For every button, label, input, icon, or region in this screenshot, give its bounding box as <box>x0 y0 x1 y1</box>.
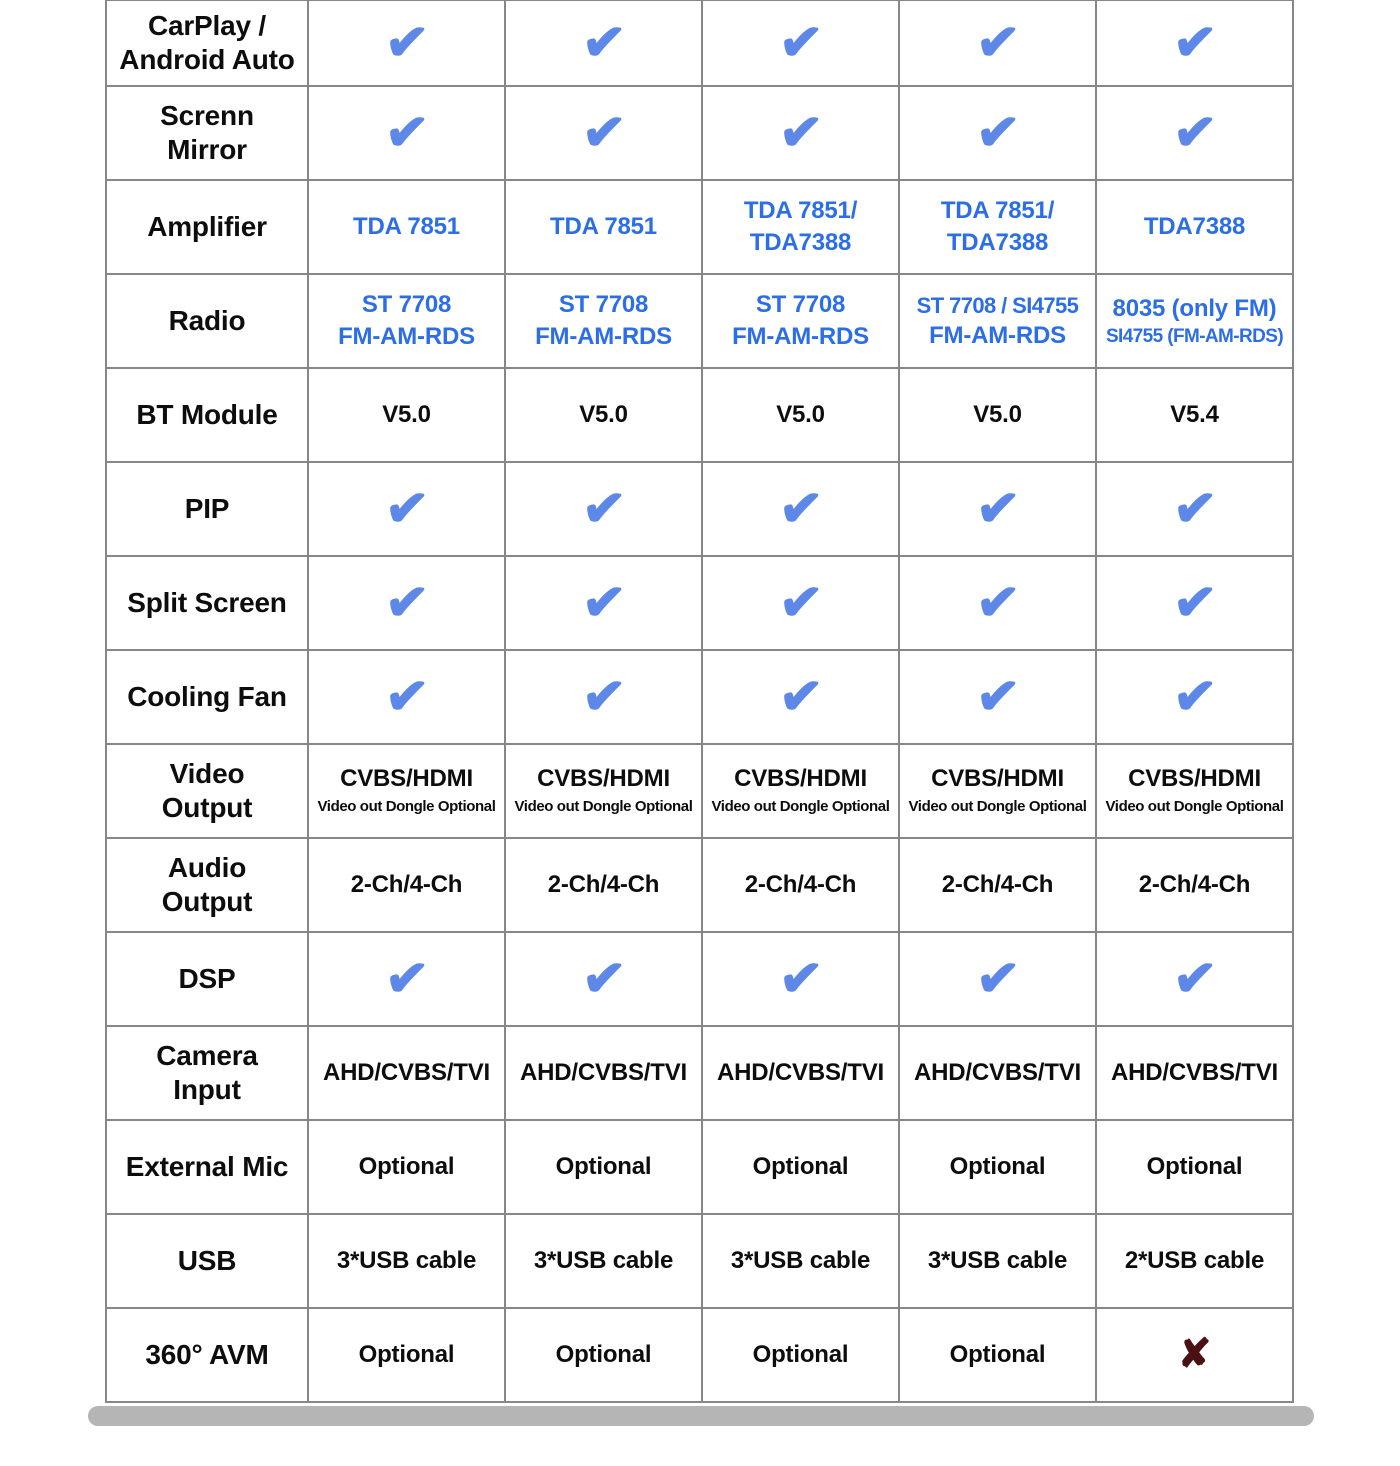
cell-value <box>308 274 505 368</box>
cell-check <box>308 932 505 1026</box>
cell-text-line: FM-AM-RDS <box>535 323 672 350</box>
check-icon: ✔ <box>973 572 1022 634</box>
cell-text-line: TDA 7851/ <box>743 197 858 225</box>
cell-value <box>505 1026 702 1120</box>
cell-text-line: CVBS/HDMI <box>340 765 473 793</box>
cell-text-line: V5.0 <box>973 401 1022 429</box>
cell-value <box>1096 744 1293 838</box>
cell-text-line: Optional <box>358 1153 455 1181</box>
cell-text-line: AHD/CVBS/TVI <box>1111 1059 1278 1087</box>
cell-check <box>1096 556 1293 650</box>
cell-cross <box>1096 1308 1293 1402</box>
cell-value <box>702 1120 899 1214</box>
cell-value <box>899 1308 1096 1402</box>
cell-check <box>899 462 1096 556</box>
cell-check <box>505 0 702 86</box>
cell-value <box>505 180 702 274</box>
check-icon: ✔ <box>1170 478 1219 540</box>
cell-check <box>505 462 702 556</box>
cell-text-line: V5.4 <box>1170 401 1219 429</box>
check-icon: ✔ <box>579 12 628 74</box>
check-icon: ✔ <box>1170 12 1219 74</box>
cell-value <box>702 180 899 274</box>
cell-text-line: V5.0 <box>382 401 431 429</box>
cell-value <box>308 1026 505 1120</box>
check-icon: ✔ <box>973 478 1022 540</box>
check-icon: ✔ <box>382 12 431 74</box>
cell-text-line: 2*USB cable <box>1124 1247 1265 1275</box>
cell-value <box>899 744 1096 838</box>
cell-text-line: FM-AM-RDS <box>929 321 1066 349</box>
row-label: Camera Input <box>106 1026 308 1120</box>
cell-text-line: 8035 (only FM) <box>1112 294 1277 322</box>
cross-icon: ✘ <box>1177 1332 1212 1377</box>
cell-value <box>308 368 505 462</box>
cell-text-line: V5.0 <box>579 401 628 429</box>
check-icon: ✔ <box>973 102 1022 164</box>
table-row <box>106 1120 1293 1214</box>
cell-text-line: Video out Dongle Optional <box>711 797 890 815</box>
cell-text-line: Optional <box>555 1341 652 1369</box>
table-row <box>106 556 1293 650</box>
row-label: USB <box>106 1214 308 1308</box>
table-row <box>106 86 1293 180</box>
cell-value <box>1096 1120 1293 1214</box>
check-icon: ✔ <box>776 102 825 164</box>
cell-text-line: CVBS/HDMI <box>537 765 670 793</box>
cell-text-line: ST 7708 <box>558 291 649 319</box>
cell-value <box>505 1120 702 1214</box>
table-row <box>106 932 1293 1026</box>
cell-value <box>899 1120 1096 1214</box>
cell-value <box>1096 1214 1293 1308</box>
cell-check <box>1096 650 1293 744</box>
cell-check <box>308 650 505 744</box>
cell-check <box>505 650 702 744</box>
cell-text-line: V5.0 <box>776 401 825 429</box>
cell-value <box>1096 180 1293 274</box>
cell-text-line: ST 7708 <box>755 291 846 319</box>
cell-value <box>505 368 702 462</box>
cell-check <box>308 462 505 556</box>
cell-value <box>1096 1026 1293 1120</box>
cell-value <box>702 1308 899 1402</box>
cell-check <box>308 0 505 86</box>
cell-text-line: AHD/CVBS/TVI <box>520 1059 687 1087</box>
cell-check <box>899 650 1096 744</box>
cell-value <box>702 838 899 932</box>
cell-text-line: Optional <box>1146 1153 1243 1181</box>
table-row <box>106 838 1293 932</box>
cell-value <box>308 1214 505 1308</box>
check-icon: ✔ <box>382 666 431 728</box>
cell-text-line: Optional <box>949 1153 1046 1181</box>
cell-value <box>899 368 1096 462</box>
cell-text-line: 2-Ch/4-Ch <box>1138 871 1251 899</box>
cell-value <box>505 838 702 932</box>
cell-value <box>308 838 505 932</box>
row-label: BT Module <box>106 368 308 462</box>
cell-check <box>1096 86 1293 180</box>
check-icon: ✔ <box>1170 102 1219 164</box>
cell-check <box>702 650 899 744</box>
check-icon: ✔ <box>579 572 628 634</box>
row-label: Video Output <box>106 744 308 838</box>
table-row <box>106 368 1293 462</box>
row-label: Amplifier <box>106 180 308 274</box>
row-label: Screnn Mirror <box>106 86 308 180</box>
check-icon: ✔ <box>1170 666 1219 728</box>
check-icon: ✔ <box>1170 948 1219 1010</box>
cell-value <box>702 274 899 368</box>
check-icon: ✔ <box>973 948 1022 1010</box>
cell-check <box>702 556 899 650</box>
check-icon: ✔ <box>776 666 825 728</box>
cell-check <box>702 0 899 86</box>
cell-text-line: 2-Ch/4-Ch <box>744 871 857 899</box>
cell-text-line: Optional <box>358 1341 455 1369</box>
cell-value <box>899 180 1096 274</box>
table-row <box>106 462 1293 556</box>
cell-check <box>505 932 702 1026</box>
cell-text-line: 3*USB cable <box>533 1247 674 1275</box>
cell-text-line: Video out Dongle Optional <box>317 797 496 815</box>
table-row <box>106 274 1293 368</box>
check-icon: ✔ <box>973 12 1022 74</box>
cell-text-line: 3*USB cable <box>336 1247 477 1275</box>
cell-value <box>702 368 899 462</box>
cell-text-line: Optional <box>555 1153 652 1181</box>
check-icon: ✔ <box>776 478 825 540</box>
cell-text-line: Video out Dongle Optional <box>1105 797 1284 815</box>
check-icon: ✔ <box>776 572 825 634</box>
cell-text-line: 3*USB cable <box>927 1247 1068 1275</box>
cell-text-line: Video out Dongle Optional <box>514 797 693 815</box>
cell-value <box>899 274 1096 368</box>
cell-value <box>702 744 899 838</box>
cell-value <box>1096 368 1293 462</box>
check-icon: ✔ <box>579 666 628 728</box>
cell-text-line: AHD/CVBS/TVI <box>717 1059 884 1087</box>
row-label: CarPlay / Android Auto <box>106 0 308 86</box>
cell-text-line: SI4755 (FM-AM-RDS) <box>1105 326 1284 348</box>
cell-text-line: TDA 7851 <box>353 213 460 241</box>
check-icon: ✔ <box>382 948 431 1010</box>
cell-text-line: Optional <box>752 1153 849 1181</box>
row-label: Radio <box>106 274 308 368</box>
cell-check <box>308 86 505 180</box>
cell-check <box>1096 932 1293 1026</box>
cell-value <box>899 838 1096 932</box>
check-icon: ✔ <box>1170 572 1219 634</box>
row-label: Split Screen <box>106 556 308 650</box>
cell-text-line: FM-AM-RDS <box>338 323 475 350</box>
cell-text-line: 2-Ch/4-Ch <box>941 871 1054 899</box>
cell-value <box>505 1214 702 1308</box>
table-row <box>106 0 1293 86</box>
row-label: 360° AVM <box>106 1308 308 1402</box>
cell-check <box>308 556 505 650</box>
cell-check <box>899 0 1096 86</box>
cell-value <box>702 1214 899 1308</box>
cell-value <box>505 274 702 368</box>
row-label: PIP <box>106 462 308 556</box>
cell-text-line: TDA7388 <box>749 229 852 256</box>
cell-value <box>505 744 702 838</box>
cell-text-line: 2-Ch/4-Ch <box>350 871 463 899</box>
cell-text-line: 2-Ch/4-Ch <box>547 871 660 899</box>
cell-text-line: TDA 7851 <box>550 213 657 241</box>
cell-value <box>1096 274 1293 368</box>
cell-check <box>702 932 899 1026</box>
table-row <box>106 180 1293 274</box>
cell-value <box>702 1026 899 1120</box>
row-label: DSP <box>106 932 308 1026</box>
cell-value <box>308 1120 505 1214</box>
cell-value <box>505 1308 702 1402</box>
cell-value <box>308 1308 505 1402</box>
cell-check <box>1096 462 1293 556</box>
cell-text-line: AHD/CVBS/TVI <box>914 1059 1081 1087</box>
check-icon: ✔ <box>776 12 825 74</box>
cell-text-line: AHD/CVBS/TVI <box>323 1059 490 1087</box>
check-icon: ✔ <box>579 948 628 1010</box>
cell-check <box>1096 0 1293 86</box>
row-label: Cooling Fan <box>106 650 308 744</box>
cell-check <box>899 556 1096 650</box>
cell-text-line: CVBS/HDMI <box>1128 765 1261 793</box>
cell-value <box>899 1026 1096 1120</box>
cell-check <box>505 86 702 180</box>
cell-text-line: CVBS/HDMI <box>931 765 1064 793</box>
spec-table-body <box>106 0 1293 1402</box>
cell-text-line: Optional <box>752 1341 849 1369</box>
cell-text-line: FM-AM-RDS <box>732 323 869 350</box>
check-icon: ✔ <box>579 478 628 540</box>
check-icon: ✔ <box>382 102 431 164</box>
spec-table <box>105 0 1294 1403</box>
check-icon: ✔ <box>776 948 825 1010</box>
cell-text-line: TDA 7851/ <box>940 197 1055 225</box>
check-icon: ✔ <box>382 572 431 634</box>
cell-text-line: 3*USB cable <box>730 1247 871 1275</box>
horizontal-scrollbar-thumb[interactable] <box>88 1406 1314 1426</box>
row-label: External Mic <box>106 1120 308 1214</box>
table-row <box>106 744 1293 838</box>
table-row <box>106 1308 1293 1402</box>
cell-text-line: ST 7708 / SI4755 <box>916 292 1079 318</box>
cell-value <box>899 1214 1096 1308</box>
check-icon: ✔ <box>579 102 628 164</box>
row-label: Audio Output <box>106 838 308 932</box>
cell-check <box>899 86 1096 180</box>
check-icon: ✔ <box>973 666 1022 728</box>
cell-text-line: ST 7708 <box>361 291 452 319</box>
cell-check <box>505 556 702 650</box>
cell-text-line: TDA7388 <box>1143 213 1246 241</box>
cell-text-line: CVBS/HDMI <box>734 765 867 793</box>
table-row <box>106 1214 1293 1308</box>
table-row <box>106 650 1293 744</box>
cell-check <box>899 932 1096 1026</box>
cell-value <box>308 744 505 838</box>
cell-text-line: Optional <box>949 1341 1046 1369</box>
check-icon: ✔ <box>382 478 431 540</box>
cell-check <box>702 462 899 556</box>
cell-value <box>308 180 505 274</box>
cell-check <box>702 86 899 180</box>
cell-text-line: Video out Dongle Optional <box>908 797 1087 815</box>
cell-text-line: TDA7388 <box>946 229 1049 256</box>
table-row <box>106 1026 1293 1120</box>
cell-value <box>1096 838 1293 932</box>
